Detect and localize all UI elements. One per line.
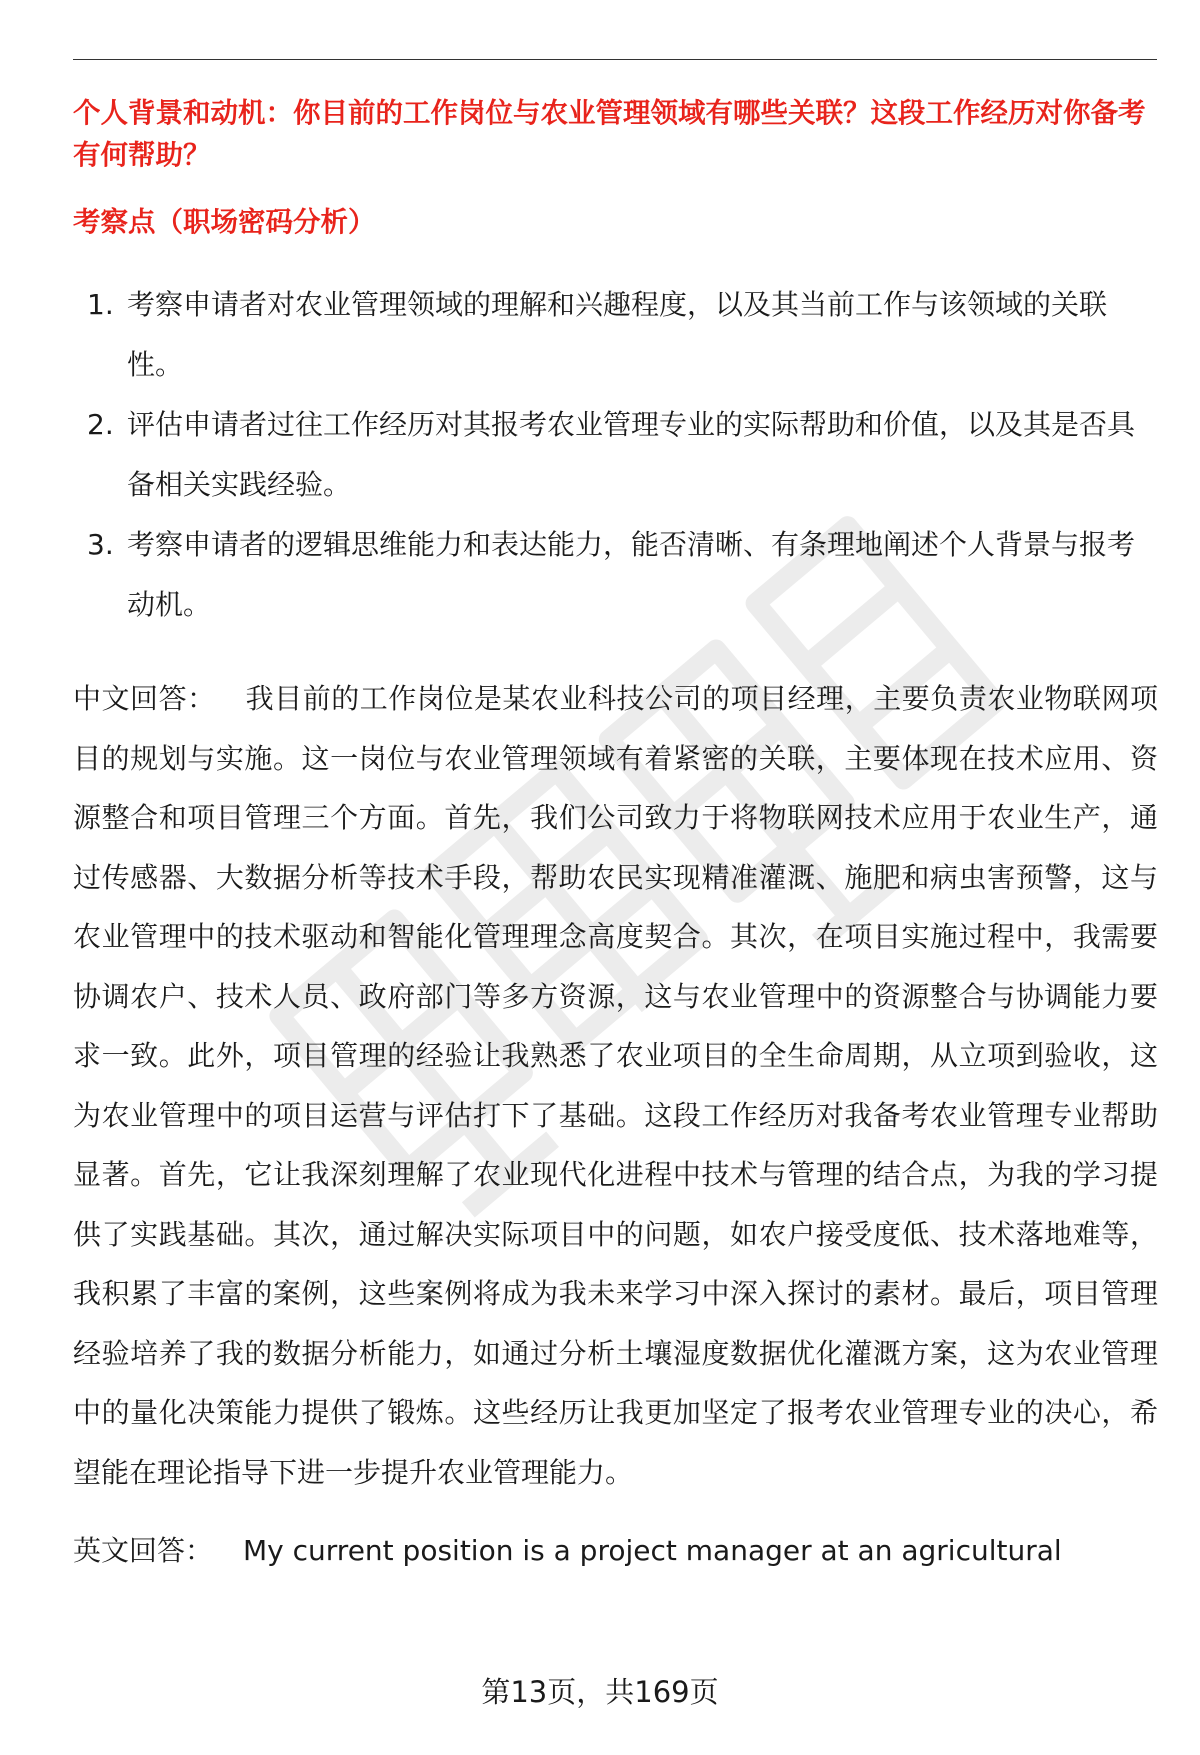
english-answer-label: 英文回答： (73, 1534, 214, 1567)
chinese-answer (73, 669, 1158, 1502)
english-answer-text: My current position is a project manager at an agricultural (243, 1534, 1062, 1567)
list-item (73, 275, 1158, 395)
list-item-text: 考察申请者的逻辑思维能力和表达能力，能否清晰、有条理地阐述个人背景与报考动机。 (127, 528, 1136, 621)
chinese-answer-label: 中文回答： (73, 682, 216, 715)
page-content (73, 92, 1158, 1580)
analysis-points-list (73, 275, 1158, 635)
list-item-number: 3. (87, 528, 114, 561)
english-answer (73, 1521, 1158, 1580)
question-heading: 个人背景和动机：你目前的工作岗位与农业管理领域有哪些关联？这段工作经历对你备考有何帮助？ (73, 97, 1146, 171)
list-item (73, 395, 1158, 515)
chinese-answer-text: 我目前的工作岗位是某农业科技公司的项目经理，主要负责农业物联网项目的规划与实施。这一岗位与农业管理领域有着紧密的关联，主要体现在技术应用、资源整合和项目管理三个方面。首先，我们公司致力于将物联网技术应用于农业生产，通过传感器、大数据分析等技术手段，帮助农民实现精准灌溉、施肥和病虫害预警，这与农业管理中的技术驱动和智能化管理理念高度契合。其次，在项目实施过程中，我需要协调农户、技术人员、政府部门等多方资源，这与农业管理中的资源整合与协调能力要求一致。此外，项目管理的经验让我熟悉了农业项目的全生命周期，从立项到验收，这为农业管理中的项目运营与评估打下了基础。这段工作经历对我备考农业管理专业帮助显著。首先，它让我深刻理解了农业现代化进程中技术与管理的结合点，为我的学习提供了实践基础。其次，通过解决实际项目中的问题，如农户接受度低、技术落地难等，我积累了丰富的案例，这些案例将成为我未来学习中深入探讨的素材。最后，项目管理经验培养了我的数据分析能力，如通过分析土壤湿度数据优化灌溉方案，这为农业管理中的量化决策能力提供了锻炼。这些经历让我更加坚定了报考农业管理专业的决心，希望能在理论指导下进一步提升农业管理能力。 (73, 682, 1158, 1489)
page-number-footer: 第13页，共169页 (481, 1675, 719, 1709)
list-item-text: 评估申请者过往工作经历对其报考农业管理专业的实际帮助和价值，以及其是否具备相关实践经验。 (127, 408, 1136, 501)
list-item-number: 2. (87, 408, 114, 441)
list-item-text: 考察申请者对农业管理领域的理解和兴趣程度，以及其当前工作与该领域的关联性。 (127, 288, 1108, 381)
analysis-heading: 考察点（职场密码分析） (73, 206, 376, 238)
list-item-number: 1. (87, 288, 114, 321)
top-rule (73, 59, 1157, 60)
list-item (73, 515, 1158, 635)
